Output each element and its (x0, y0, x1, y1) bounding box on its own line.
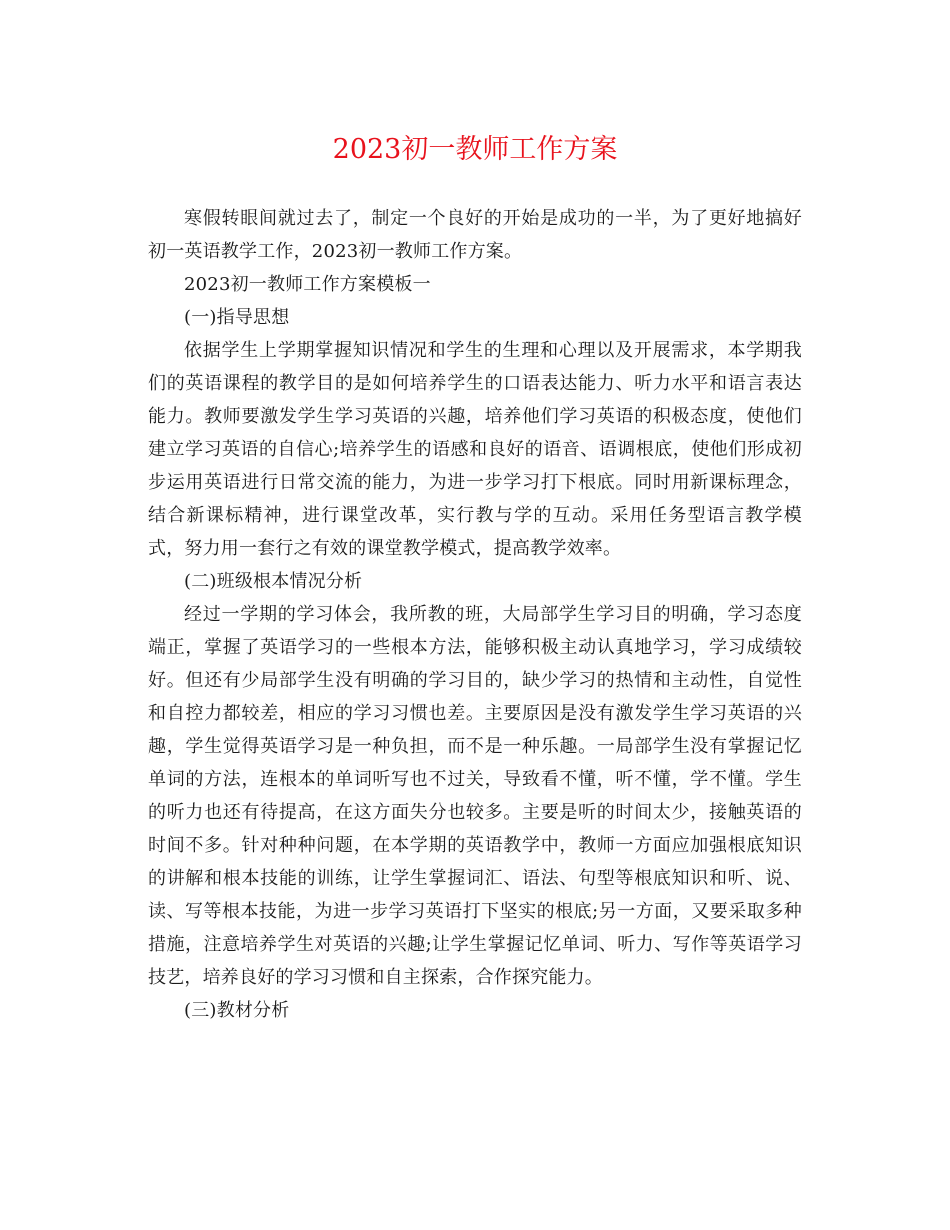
class-analysis-paragraph: 经过一学期的学习体会，我所教的班，大局部学生学习目的明确，学习态度端正，掌握了英语学习的一些根本方法，能够积极主动认真地学习，学习成绩较好。但还有少局部学生没有明确的学习目的，缺少学习的热情和主动性，自觉性和自控力都较差，相应的学习习惯也差。主要原因是没有激发学生学习英语的兴趣，学生觉得英语学习是一种负担，而不是一种乐趣。一局部学生没有掌握记忆单词的方法，连根本的单词听写也不过关，导致看不懂，听不懂，学不懂。学生的听力也还有待提高，在这方面失分也较多。主要是听的时间太少，接触英语的时间不多。针对种种问题，在本学期的英语教学中，教师一方面应加强根底知识的讲解和根本技能的训练，让学生掌握词汇、语法、句型等根底知识和听、说、读、写等根本技能，为进一步学习英语打下坚实的根底;另一方面，又要采取多种措施，注意培养学生对英语的兴趣;让学生掌握记忆单词、听力、写作等英语学习技艺，培养良好的学习习惯和自主探索，合作探究能力。 (148, 604, 802, 988)
document-title: 2023初一教师工作方案 (332, 134, 618, 165)
template-heading: 2023初一教师工作方案模板一 (184, 274, 431, 295)
section-heading-guiding-thought: (一)指导思想 (184, 307, 290, 328)
section-heading-textbook-analysis: (三)教材分析 (184, 1000, 290, 1021)
section-heading-class-analysis: (二)班级根本情况分析 (184, 571, 363, 592)
guiding-thought-paragraph: 依据学生上学期掌握知识情况和学生的生理和心理以及开展需求，本学期我们的英语课程的教学目的是如何培养学生的口语表达能力、听力水平和语言表达能力。教师要激发学生学习英语的兴趣，培养他们学习英语的积极态度，使他们建立学习英语的自信心;培养学生的语感和良好的语音、语调根底，使他们形成初步运用英语进行日常交流的能力，为进一步学习打下根底。同时用新课标理念，结合新课标精神，进行课堂改革，实行教与学的互动。采用任务型语言教学模式，努力用一套行之有效的课堂教学模式，提高教学效率。 (148, 340, 802, 559)
document-body (148, 202, 802, 1027)
intro-paragraph: 寒假转眼间就过去了，制定一个良好的开始是成功的一半，为了更好地搞好初一英语教学工作，2023初一教师工作方案。 (148, 208, 802, 262)
